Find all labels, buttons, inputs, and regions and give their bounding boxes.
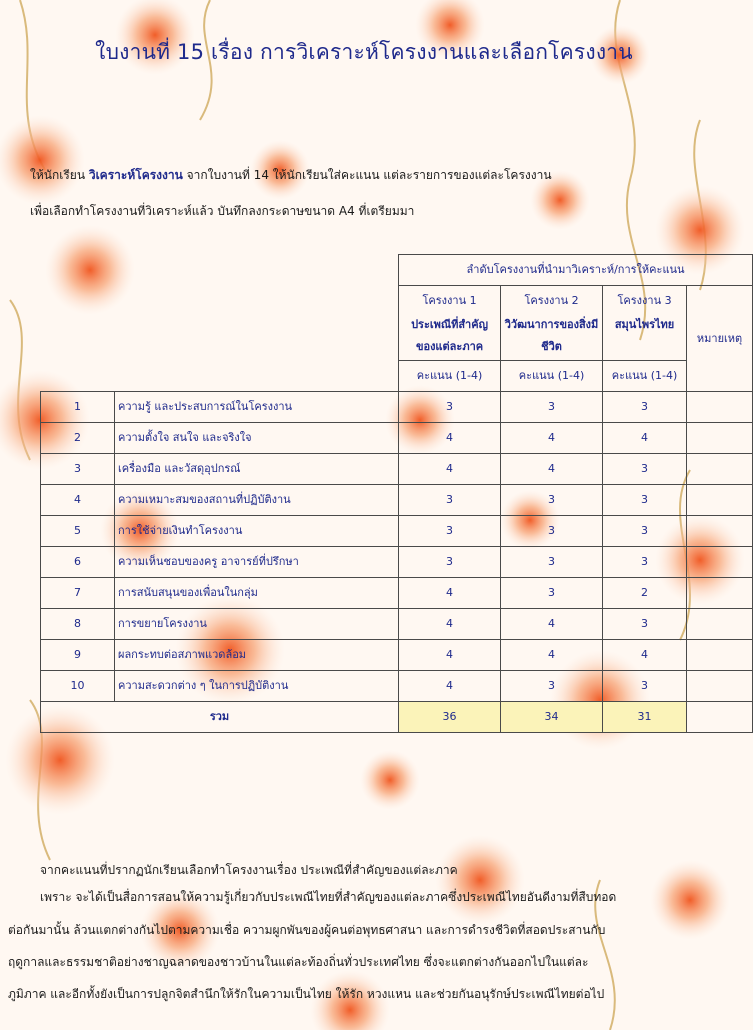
table-row <box>41 578 753 609</box>
project-2-label: โครงงาน 2 <box>524 294 579 307</box>
row-remark <box>687 547 753 578</box>
project-1-name: ประเพณีที่สำคัญของแต่ละภาค <box>411 318 488 353</box>
row-score-project-1: 4 <box>399 640 501 671</box>
total-project-1: 36 <box>399 702 501 733</box>
project-1-header <box>399 286 501 361</box>
summary-line-5: ภูมิภาค และอีกทั้งยังเป็นการปลูกจิตสำนึกให้รักในความเป็นไทย ให้รัก หวงแหน และช่วยกันอนุรักษ์ประเพณีไทยต่อไป <box>8 987 605 1001</box>
table-row <box>41 640 753 671</box>
row-score-project-1: 4 <box>399 454 501 485</box>
row-score-project-1: 3 <box>399 392 501 423</box>
row-number: 5 <box>41 516 115 547</box>
row-score-project-2: 3 <box>501 485 603 516</box>
total-project-2: 34 <box>501 702 603 733</box>
row-score-project-2: 3 <box>501 671 603 702</box>
row-score-project-3: 4 <box>603 423 687 454</box>
row-score-project-2: 3 <box>501 578 603 609</box>
table-row <box>41 547 753 578</box>
score-label-row <box>41 361 753 392</box>
row-score-project-2: 3 <box>501 516 603 547</box>
row-number: 8 <box>41 609 115 640</box>
total-project-3: 31 <box>603 702 687 733</box>
table-row <box>41 516 753 547</box>
row-score-project-1: 3 <box>399 547 501 578</box>
row-number: 1 <box>41 392 115 423</box>
table-row <box>41 423 753 454</box>
row-remark <box>687 516 753 547</box>
row-score-project-2: 4 <box>501 454 603 485</box>
row-remark <box>687 578 753 609</box>
table-row <box>41 485 753 516</box>
group-header: ลำดับโครงงานที่นำมาวิเคราะห์/การให้คะแนน <box>399 255 753 286</box>
row-score-project-1: 4 <box>399 671 501 702</box>
total-label: รวม <box>41 702 399 733</box>
table-row <box>41 671 753 702</box>
summary-line-4: ฤดูกาลและธรรมชาติอย่างชาญฉลาดของชาวบ้านในแต่ละท้องถิ่นทั่วประเทศไทย ซึ่งจะแตกต่างกันออกไปในแต่ละ <box>8 955 589 969</box>
row-remark <box>687 609 753 640</box>
table-header-row <box>41 255 753 286</box>
row-score-project-3: 3 <box>603 547 687 578</box>
table-row <box>41 609 753 640</box>
row-remark <box>687 392 753 423</box>
row-score-project-2: 4 <box>501 423 603 454</box>
table-row <box>41 454 753 485</box>
row-score-project-2: 4 <box>501 609 603 640</box>
project-1-score-label: คะแนน (1-4) <box>399 361 501 392</box>
row-score-project-1: 3 <box>399 516 501 547</box>
row-score-project-3: 2 <box>603 578 687 609</box>
row-score-project-1: 3 <box>399 485 501 516</box>
summary-line-3: ต่อกันมานั้น ล้วนแตกต่างกันไปตามความเชื่อ ความผูกพันของผู้คนต่อพุทธศาสนา และการดำรงชีวิตที่สอดประสานกับ <box>8 923 606 937</box>
row-score-project-2: 4 <box>501 640 603 671</box>
row-remark <box>687 485 753 516</box>
row-number: 7 <box>41 578 115 609</box>
page-title: ใบงานที่ 15 เรื่อง การวิเคราะห์โครงงานและเลือกโครงงาน <box>95 40 633 64</box>
total-row <box>41 702 753 733</box>
row-item: ความรู้ และประสบการณ์ในโครงงาน <box>115 392 399 423</box>
intro-line-1 <box>30 166 720 184</box>
row-number: 9 <box>41 640 115 671</box>
project-header-row <box>41 286 753 361</box>
row-score-project-3: 3 <box>603 392 687 423</box>
row-score-project-1: 4 <box>399 423 501 454</box>
row-number: 6 <box>41 547 115 578</box>
summary-line-2: เพราะ จะได้เป็นสื่อการสอนให้ความรู้เกี่ยวกับประเพณีไทยที่สำคัญของแต่ละภาคซึ่งประเพณีไทยอันดีงามที่สืบทอด <box>40 890 617 904</box>
intro-bold-text: วิเคราะห์โครงงาน <box>88 168 183 182</box>
row-item: ความเห็นชอบของครู อาจารย์ที่ปรึกษา <box>115 547 399 578</box>
row-score-project-3: 3 <box>603 609 687 640</box>
row-item: เครื่องมือ และวัสดุอุปกรณ์ <box>115 454 399 485</box>
table-row <box>41 392 753 423</box>
row-remark <box>687 423 753 454</box>
row-number: 3 <box>41 454 115 485</box>
row-score-project-1: 4 <box>399 609 501 640</box>
row-score-project-2: 3 <box>501 547 603 578</box>
project-3-header <box>603 286 687 361</box>
project-3-score-label: คะแนน (1-4) <box>603 361 687 392</box>
row-score-project-3: 3 <box>603 485 687 516</box>
row-remark <box>687 671 753 702</box>
row-item: ความสะดวกต่าง ๆ ในการปฏิบัติงาน <box>115 671 399 702</box>
row-remark <box>687 640 753 671</box>
row-number: 2 <box>41 423 115 454</box>
row-item: การใช้จ่ายเงินทำโครงงาน <box>115 516 399 547</box>
row-item: ความตั้งใจ สนใจ และจริงใจ <box>115 423 399 454</box>
row-score-project-3: 3 <box>603 454 687 485</box>
intro-suffix: จากใบงานที่ 14 ให้นักเรียนใส่คะแนน แต่ละรายการของแต่ละโครงงาน <box>182 168 552 182</box>
project-2-header <box>501 286 603 361</box>
row-score-project-1: 4 <box>399 578 501 609</box>
row-item: ความเหมาะสมของสถานที่ปฏิบัติงาน <box>115 485 399 516</box>
row-number: 10 <box>41 671 115 702</box>
summary-line-1: จากคะแนนที่ปรากฏนักเรียนเลือกทำโครงงานเรื่อง ประเพณีที่สำคัญของแต่ละภาค <box>40 863 458 877</box>
row-item: การสนับสนุนของเพื่อนในกลุ่ม <box>115 578 399 609</box>
project-2-score-label: คะแนน (1-4) <box>501 361 603 392</box>
row-number: 4 <box>41 485 115 516</box>
row-score-project-3: 3 <box>603 671 687 702</box>
intro-prefix: ให้นักเรียน <box>30 168 89 182</box>
intro-line-2: เพื่อเลือกทำโครงงานที่วิเคราะห์แล้ว บันทึกลงกระดาษขนาด A4 ที่เตรียมมา <box>30 204 415 218</box>
project-3-label: โครงงาน 3 <box>617 294 672 307</box>
remark-header: หมายเหตุ <box>687 286 753 392</box>
project-2-name: วิวัฒนาการของสิ่งมีชีวิต <box>504 318 599 353</box>
project-1-label: โครงงาน 1 <box>422 294 477 307</box>
score-table <box>40 254 753 733</box>
row-remark <box>687 454 753 485</box>
row-item: การขยายโครงงาน <box>115 609 399 640</box>
row-score-project-2: 3 <box>501 392 603 423</box>
row-score-project-3: 3 <box>603 516 687 547</box>
project-3-name: สมุนไพรไทย <box>614 318 675 331</box>
row-item: ผลกระทบต่อสภาพแวดล้อม <box>115 640 399 671</box>
total-remark <box>687 702 753 733</box>
row-score-project-3: 4 <box>603 640 687 671</box>
